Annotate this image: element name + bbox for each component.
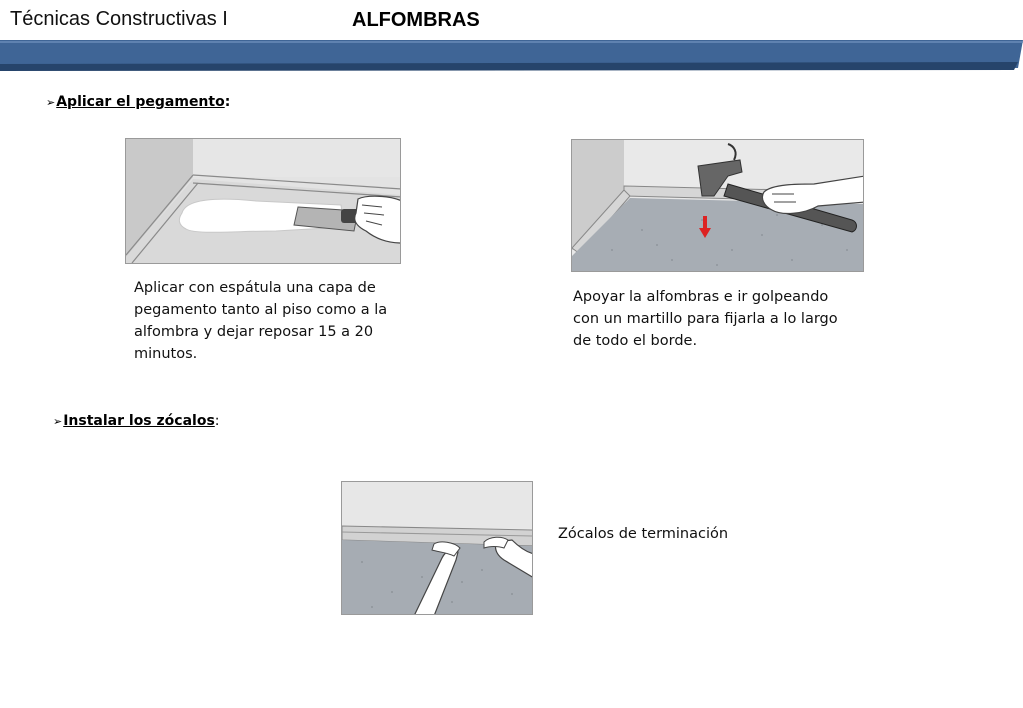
- step-caption-hammer: Apoyar la alfombras e ir golpeando con un martillo para fijarla a lo largo de todo el borde.: [573, 289, 838, 349]
- hammer-fixing-carpet-illustration: [571, 139, 864, 272]
- step-caption-glue: Aplicar con espátula una capa de pegamento tanto al piso como a la alfombra y dejar reposar 15 a 20 minutos.: [134, 280, 388, 362]
- installing-baseboard-illustration: [341, 481, 533, 615]
- section-label: Aplicar el pegamento: [56, 94, 225, 110]
- section-heading-glue: [46, 94, 230, 110]
- section-label: Instalar los zócalos: [63, 413, 215, 429]
- section-suffix: :: [224, 94, 231, 110]
- section-heading-baseboards: [53, 413, 220, 429]
- trowel-spreading-glue-illustration: [125, 138, 401, 264]
- arrow-bullet-icon: ➢: [46, 96, 56, 109]
- section-suffix: :: [214, 413, 220, 429]
- header-band: [0, 40, 1023, 72]
- course-title: Técnicas Constructivas I: [10, 8, 228, 30]
- slide-title: ALFOMBRAS: [352, 9, 480, 31]
- step-caption-baseboard: Zócalos de terminación: [558, 526, 729, 542]
- arrow-bullet-icon: ➢: [53, 415, 63, 428]
